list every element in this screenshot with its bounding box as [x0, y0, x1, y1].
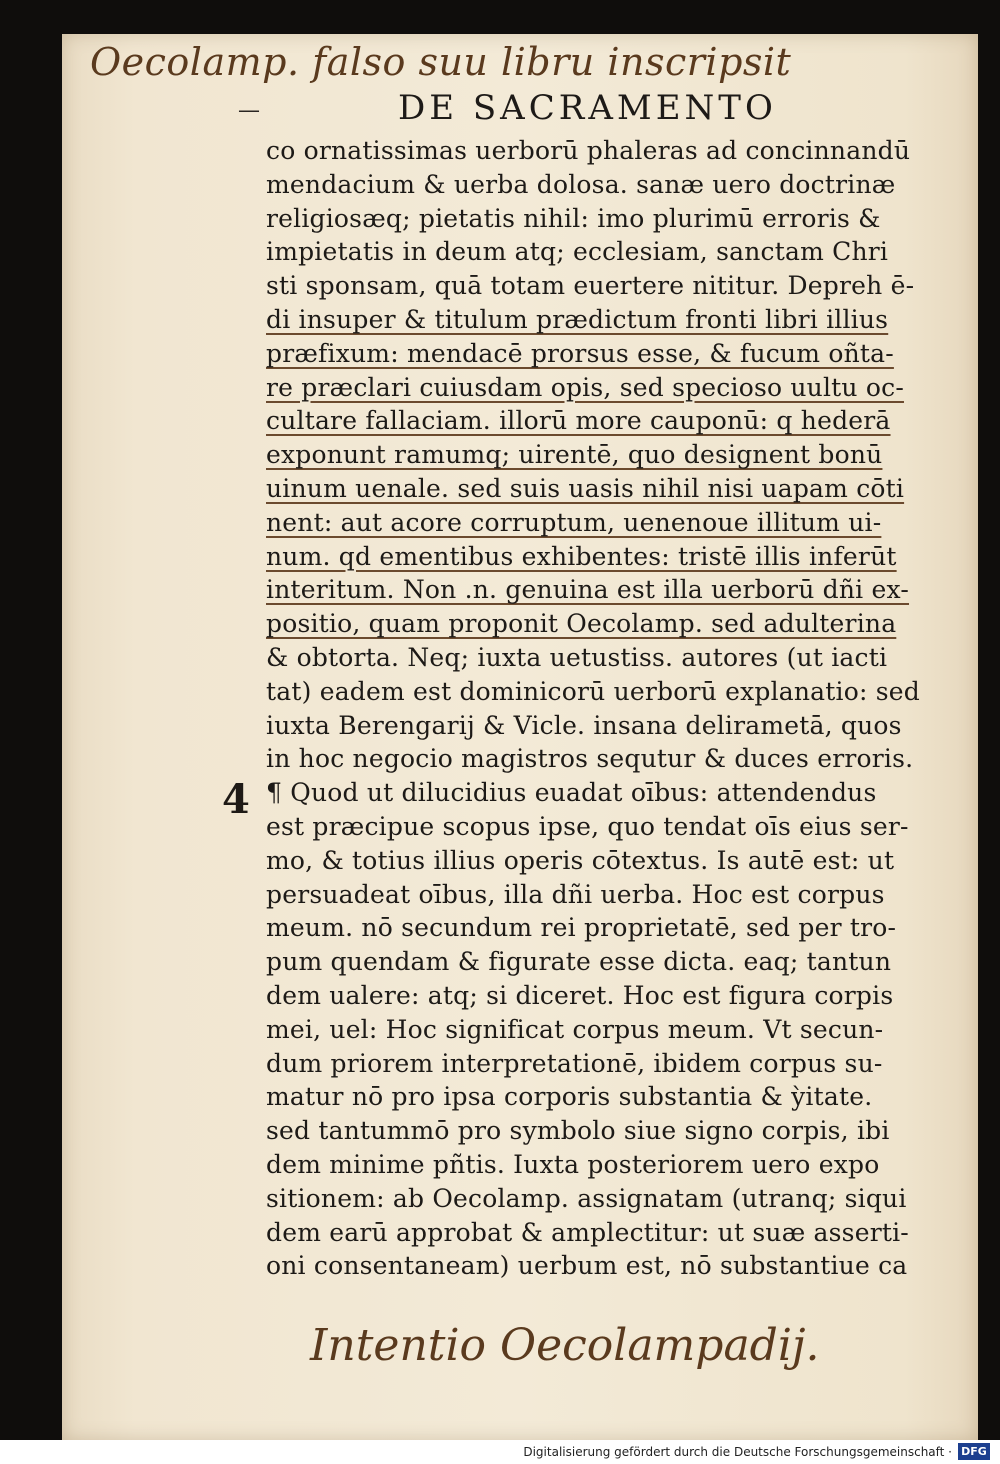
text-line: ¶ Quod ut dilucidius euadat oībus: attendendus — [266, 778, 877, 808]
text-line: sed tantummō pro symbolo siue signo corpis, ibi — [266, 1116, 890, 1146]
text-line: uinum uenale. sed suis uasis nihil nisi uapam cōti — [266, 473, 905, 503]
running-head: DE SACRAMENTO — [398, 88, 777, 128]
text-line: tat) eadem est dominicorū uerborū explanatio: sed — [266, 676, 920, 706]
text-line: re præclari cuiusdam opis, sed specioso uultu oc- — [266, 372, 904, 402]
text-line: sti sponsam, quā totam euertere nititur. Depreh ē- — [266, 271, 915, 301]
text-line: meum. nō secundum rei proprietatē, sed per tro- — [266, 913, 897, 943]
text-line: dum priorem interpretationē, ibidem corpus su- — [266, 1048, 883, 1078]
text-line: impietatis in deum atq; ecclesiam, sanctam Chri — [266, 237, 889, 267]
margin-number: 4 — [222, 776, 250, 823]
text-line: num. qd ementibus exhibentes: tristē illis inferūt — [266, 541, 897, 571]
text-line: nent: aut acore corruptum, uenenoue illitum ui- — [266, 507, 882, 537]
text-line: mo, & totius illius operis cōtextus. Is autē est: ut — [266, 845, 895, 875]
text-line: pum quendam & figurate esse dicta. eaq; tantun — [266, 947, 892, 977]
text-line: dem minime pñtis. Iuxta posteriorem uero expo — [266, 1149, 880, 1179]
text-line: mei, uel: Hoc significat corpus meum. Vt secun- — [266, 1014, 884, 1044]
text-line: cultare fallaciam. illorū more cauponū: q hederā — [266, 406, 891, 436]
text-line: interitum. Non .n. genuina est illa uerborū dñi ex- — [266, 575, 910, 605]
footer-bar — [0, 1440, 1000, 1464]
body-text — [266, 134, 946, 1283]
text-line: & obtorta. Neq; iuxta uetustiss. autores (ut iacti — [266, 642, 888, 672]
text-line: positio, quam proponit Oecolamp. sed adulterina — [266, 609, 897, 639]
handwritten-note-bottom: Intentio Oecolampadij. — [310, 1320, 820, 1371]
text-line: mendacium & uerba dolosa. sanæ uero doctrinæ — [266, 169, 896, 199]
text-line: iuxta Berengarij & Vicle. insana delirametā, quos — [266, 710, 902, 740]
text-line: di insuper & titulum prædictum fronti libri illius — [266, 304, 889, 334]
text-line: religiosæq; pietatis nihil: imo plurimū erroris & — [266, 203, 881, 233]
text-line: sitionem: ab Oecolamp. assignatam (utranq; siqui — [266, 1183, 907, 1213]
funding-notice: Digitalisierung gefördert durch die Deutsche Forschungsgemeinschaft · — [523, 1445, 952, 1459]
text-line: in hoc negocio magistros sequtur & duces erroris. — [266, 744, 914, 774]
text-line: persuadeat oībus, illa dñi uerba. Hoc est corpus — [266, 879, 885, 909]
dfg-logo: DFG — [958, 1443, 990, 1460]
text-line: co ornatissimas uerborū phaleras ad concinnandū — [266, 136, 911, 165]
handwritten-note-top: Oecolamp. falso suu libru inscripsit — [90, 40, 792, 84]
text-line: præfixum: mendacē prorsus esse, & fucum oñta- — [266, 338, 894, 368]
text-line: est præcipue scopus ipse, quo tendat oīs eius ser- — [266, 811, 909, 841]
text-line: oni consentaneam) uerbum est, nō substantiue ca — [266, 1251, 908, 1281]
text-line: dem earū approbat & amplectitur: ut suæ asserti- — [266, 1217, 909, 1247]
text-line: exponunt ramumq; uirentē, quo designent bonū — [266, 440, 883, 470]
margin-mark: — — [238, 98, 260, 123]
text-line: dem ualere: atq; si diceret. Hoc est figura corpis — [266, 980, 894, 1010]
text-line: matur nō pro ipsa corporis substantia & ỳitate. — [266, 1082, 873, 1112]
